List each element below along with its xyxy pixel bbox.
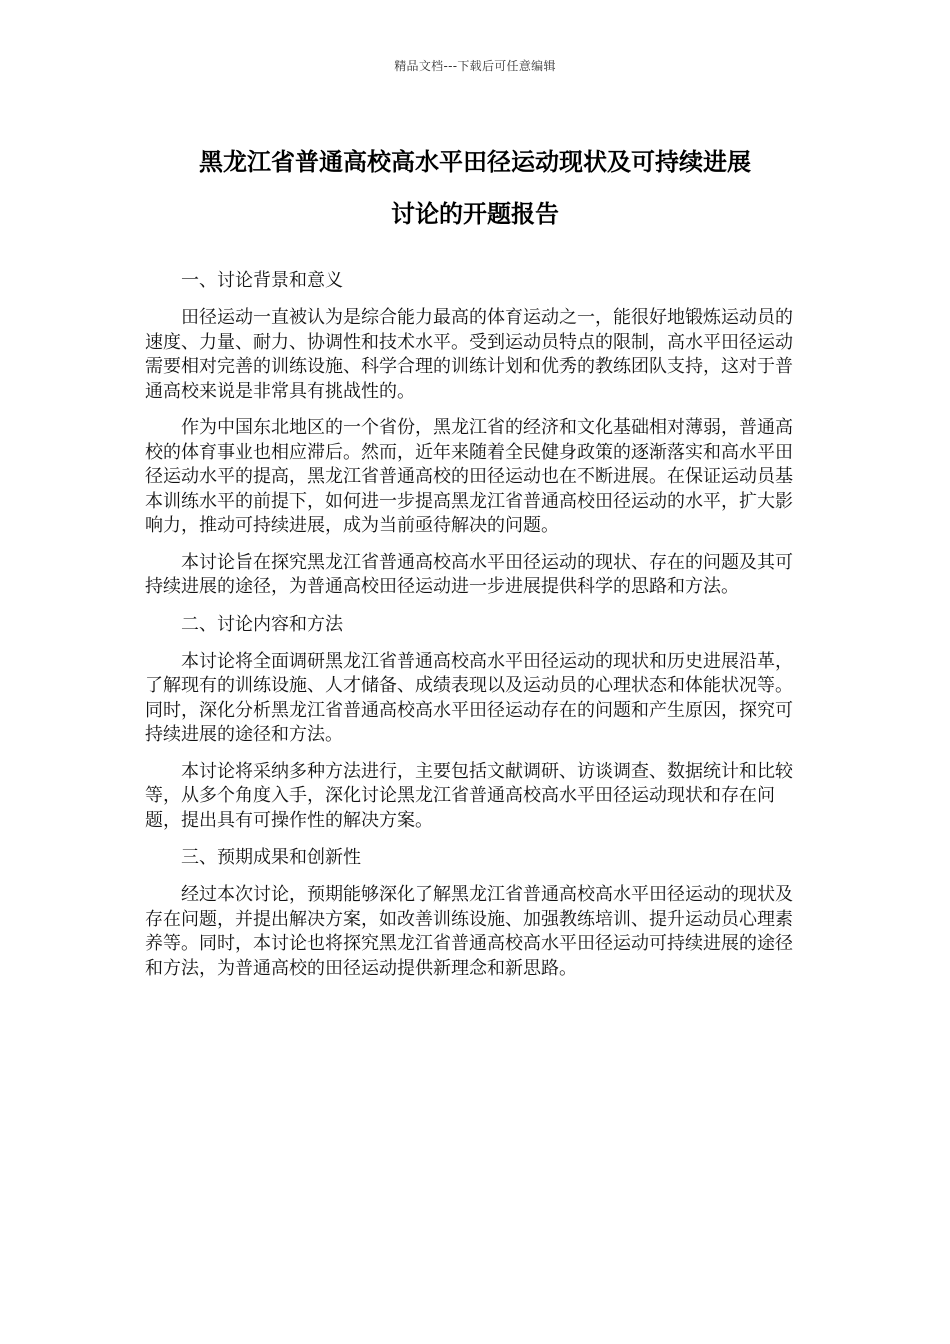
document-body	[145, 268, 795, 993]
body-paragraph: 本讨论将全面调研黑龙江省普通高校高水平田径运动的现状和历史进展沿革，了解现有的训练设施、人才储备、成绩表现以及运动员的心理状态和体能状况等。同时，深化分析黑龙江省普通高校高水平田径运动存在的问题和产生原因，探究可持续进展的途径和方法。	[145, 650, 793, 745]
section-heading-expected-results: 三、预期成果和创新性	[181, 847, 361, 868]
body-paragraph: 田径运动一直被认为是综合能力最高的体育运动之一，能很好地锻炼运动员的速度、力量、耐力、协调性和技术水平。受到运动员特点的限制，高水平田径运动需要相对完善的训练设施、科学合理的训练计划和优秀的教练团队支持，这对于普通高校来说是非常具有挑战性的。	[145, 307, 793, 402]
header-note: 精品文档---下载后可任意编辑	[394, 59, 556, 73]
title-line-2: 讨论的开题报告	[391, 200, 559, 228]
body-paragraph: 作为中国东北地区的一个省份，黑龙江省的经济和文化基础相对薄弱，普通高校的体育事业也相应滞后。然而，近年来随着全民健身政策的逐渐落实和高水平田径运动水平的提高，黑龙江省普通高校的田径运动也在不断进展。在保证运动员基本训练水平的前提下，如何进一步提高黑龙江省普通高校田径运动的水平，扩大影响力，推动可持续进展，成为当前亟待解决的问题。	[145, 417, 793, 536]
title-line-1: 黑龙江省普通高校高水平田径运动现状及可持续进展	[199, 148, 751, 176]
body-paragraph: 本讨论旨在探究黑龙江省普通高校高水平田径运动的现状、存在的问题及其可持续进展的途径，为普通高校田径运动进一步进展提供科学的思路和方法。	[145, 551, 793, 597]
body-paragraph: 本讨论将采纳多种方法进行，主要包括文献调研、访谈调查、数据统计和比较等，从多个角度入手，深化讨论黑龙江省普通高校高水平田径运动现状和存在问题，提出具有可操作性的解决方案。	[145, 760, 793, 831]
section-heading-background: 一、讨论背景和意义	[181, 270, 343, 291]
section-heading-content-methods: 二、讨论内容和方法	[181, 613, 343, 635]
body-paragraph: 经过本次讨论，预期能够深化了解黑龙江省普通高校高水平田径运动的现状及存在问题，并提出解决方案，如改善训练设施、加强教练培训、提升运动员心理素养等。同时，本讨论也将探究黑龙江省普通高校高水平田径运动可持续进展的途径和方法，为普通高校的田径运动提供新理念和新思路。	[145, 884, 793, 979]
document-title	[130, 136, 820, 240]
